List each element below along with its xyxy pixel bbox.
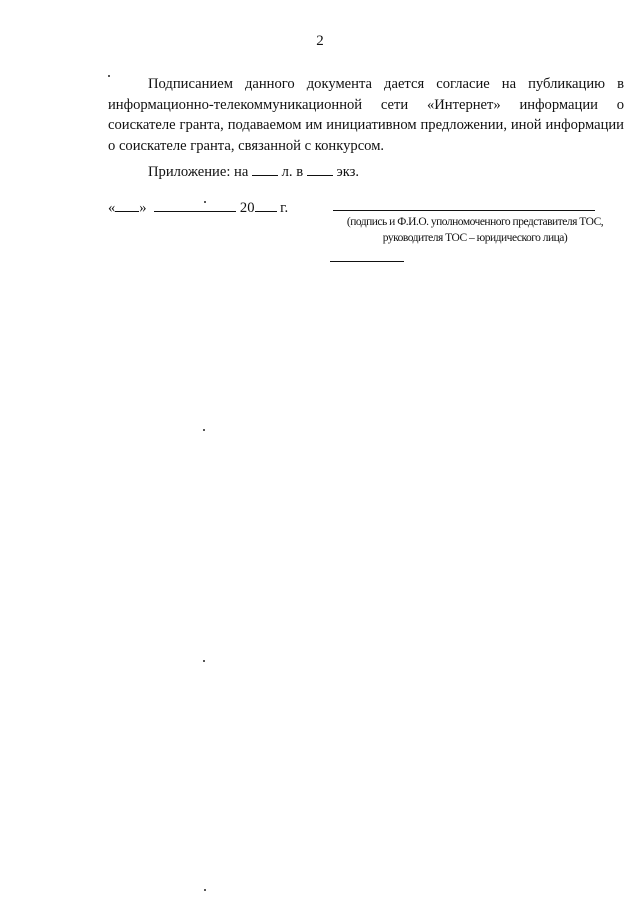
signature-caption-line-2: руководителя ТОС – юридического лица) [382, 232, 568, 244]
end-separator [330, 261, 404, 262]
page-number: 2 [316, 33, 324, 49]
year-suffix: г. [280, 200, 289, 216]
copies-blank [307, 163, 333, 176]
appendix-line [148, 163, 359, 181]
day-blank [115, 199, 139, 212]
appendix-middle: л. в [281, 164, 304, 180]
scan-dot [203, 660, 205, 662]
sheets-blank [252, 163, 278, 176]
scan-dot [203, 429, 205, 431]
close-quote: » [139, 200, 147, 216]
scan-dot [204, 889, 206, 891]
year-prefix: 20 [239, 200, 255, 216]
signature-line [333, 210, 595, 211]
date-line [108, 199, 288, 217]
appendix-prefix: Приложение: на [148, 164, 249, 180]
signature-caption [330, 214, 620, 246]
open-quote: « [108, 200, 116, 216]
year-blank [255, 199, 277, 212]
consent-paragraph: Подписанием данного документа дается согласие на публикацию в информационно-телекоммуникационной сети «Интернет» информации о соискателе гранта, подаваемом им инициативном предложении, иной информации о соискателе гранта, связанной с конкурсом. [108, 76, 624, 154]
appendix-suffix: экз. [336, 164, 360, 180]
signature-caption-line-1: (подпись и Ф.И.О. уполномоченного представителя ТОС, [346, 216, 604, 228]
month-blank [154, 199, 236, 212]
